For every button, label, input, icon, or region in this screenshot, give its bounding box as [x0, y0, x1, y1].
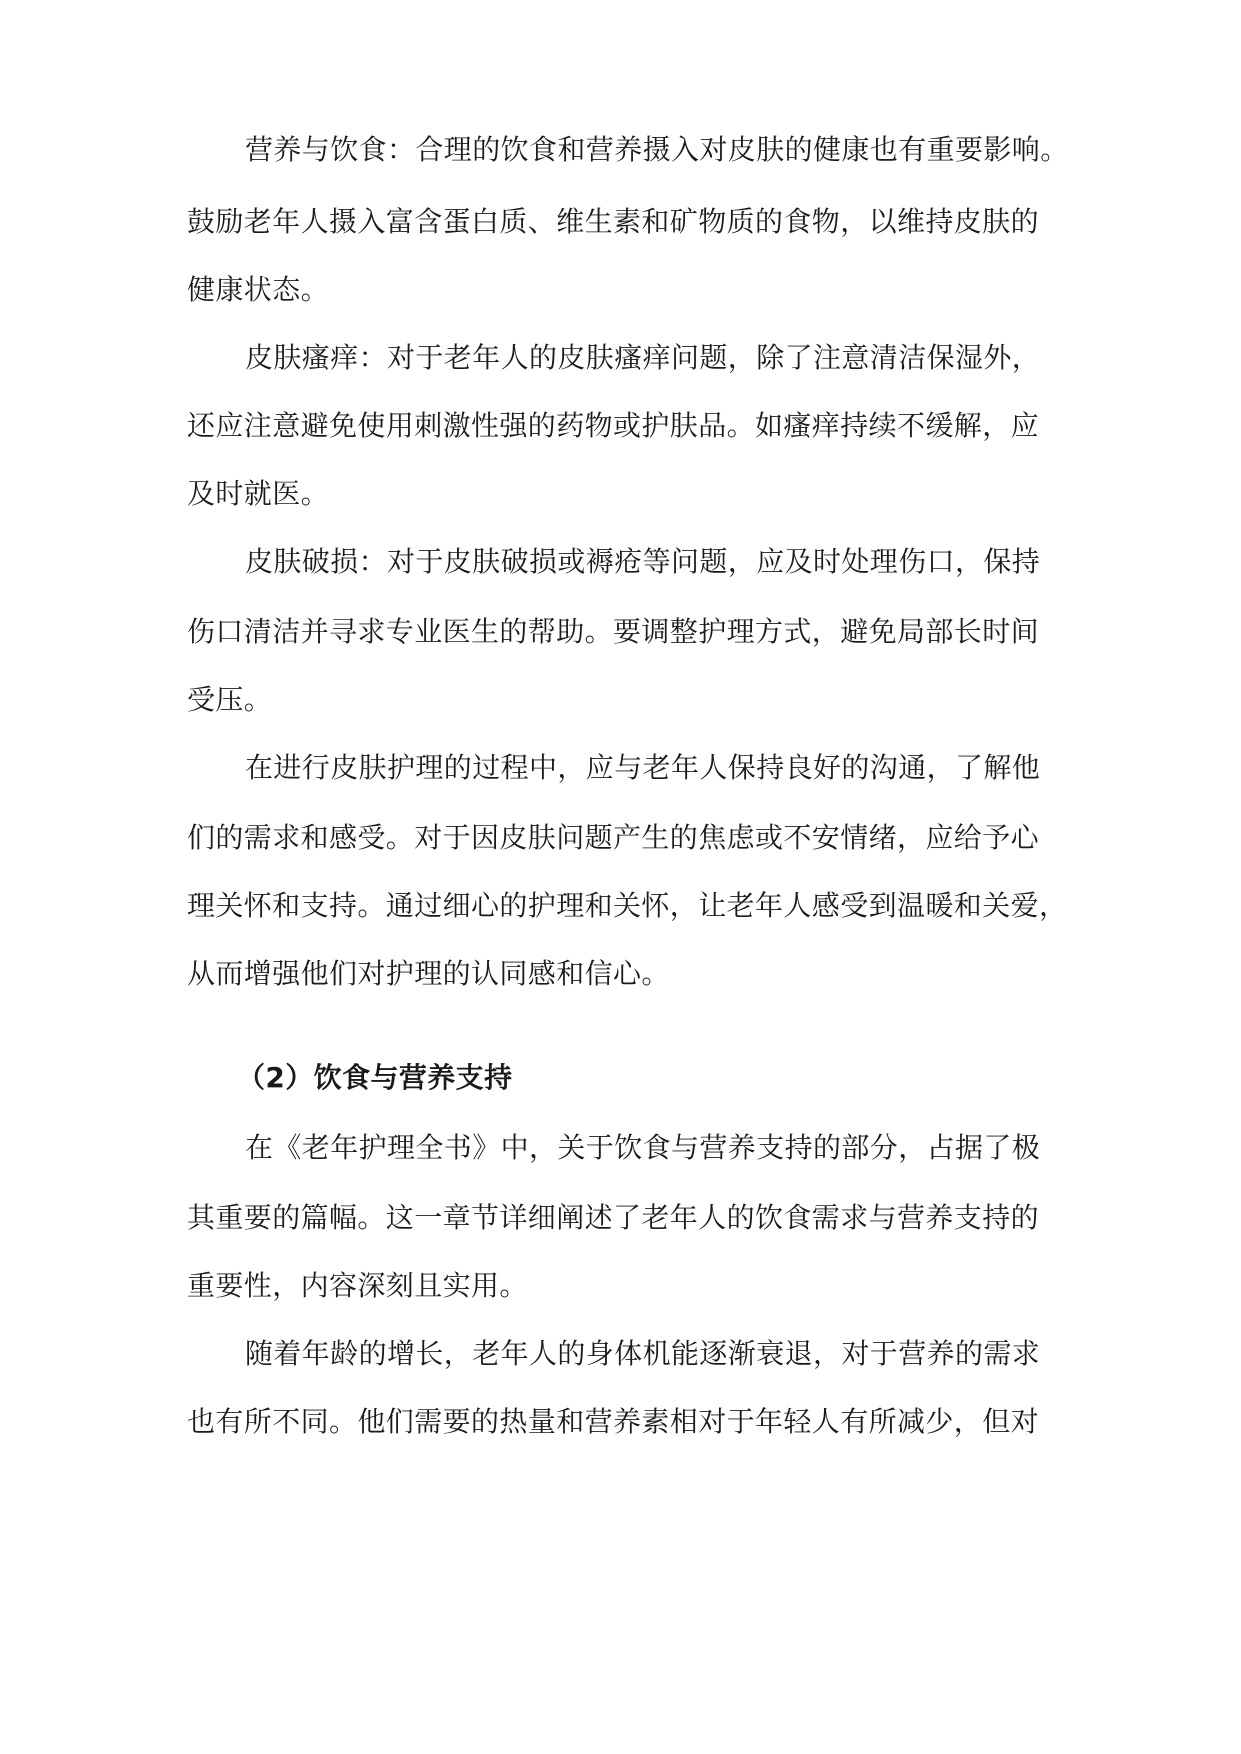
section-paragraph-2-line-2: 也有所不同。他们需要的热量和营养素相对于年轻人有所减少，但对: [187, 1405, 1040, 1438]
paragraph-4-line-2: 们的需求和感受。对于因皮肤问题产生的焦虑或不安情绪，应给予心: [187, 821, 1040, 854]
paragraph-3-line-2: 伤口清洁并寻求专业医生的帮助。要调整护理方式，避免局部长时间: [187, 615, 1040, 648]
paragraph-4-line-3: 理关怀和支持。通过细心的护理和关怀，让老年人感受到温暖和关爱，: [187, 889, 1068, 922]
section-paragraph-2-line-1: 随着年龄的增长，老年人的身体机能逐渐衰退，对于营养的需求: [245, 1337, 1041, 1370]
section-paragraph-1-line-3: 重要性，内容深刻且实用。: [187, 1269, 528, 1302]
paragraph-1-line-3: 健康状态。: [187, 273, 330, 306]
paragraph-2-line-2: 还应注意避免使用刺激性强的药物或护肤品。如瘙痒持续不缓解，应: [187, 409, 1040, 442]
paragraph-3-line-3: 受压。: [187, 683, 273, 716]
paragraph-2-line-3: 及时就医。: [187, 477, 330, 510]
paragraph-2-line-1: 皮肤瘙痒：对于老年人的皮肤瘙痒问题，除了注意清洁保湿外，: [245, 341, 1041, 374]
paragraph-1-line-1: 营养与饮食：合理的饮食和营养摄入对皮肤的健康也有重要影响。: [245, 133, 1069, 166]
paragraph-4-line-4: 从而增强他们对护理的认同感和信心。: [187, 957, 670, 990]
paragraph-3-line-1: 皮肤破损：对于皮肤破损或褥疮等问题，应及时处理伤口，保持: [245, 545, 1041, 578]
paragraph-1-line-2: 鼓励老年人摄入富含蛋白质、维生素和矿物质的食物，以维持皮肤的: [187, 205, 1040, 238]
section-paragraph-1-line-1: 在《老年护理全书》中，关于饮食与营养支持的部分，占据了极: [245, 1131, 1041, 1164]
section-heading: （2）饮食与营养支持: [237, 1061, 513, 1094]
section-paragraph-1-line-2: 其重要的篇幅。这一章节详细阐述了老年人的饮食需求与营养支持的: [187, 1201, 1040, 1234]
paragraph-4-line-1: 在进行皮肤护理的过程中，应与老年人保持良好的沟通，了解他: [245, 751, 1041, 784]
